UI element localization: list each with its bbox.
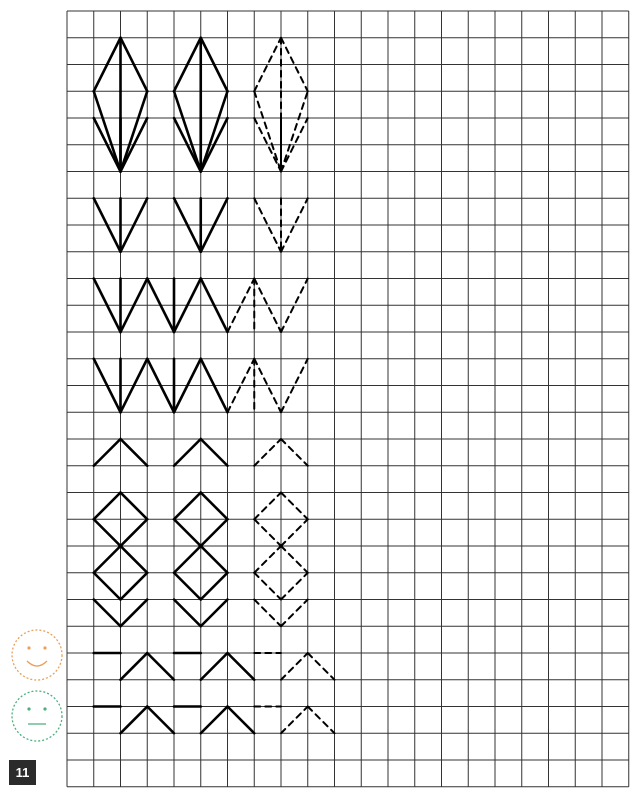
neutral-face-icon bbox=[12, 691, 62, 741]
example-stroke bbox=[228, 707, 255, 734]
example-stroke bbox=[201, 600, 228, 627]
example-stroke bbox=[94, 573, 121, 600]
trace-stroke bbox=[281, 573, 308, 600]
example-stroke bbox=[174, 546, 201, 573]
happy-face-icon bbox=[12, 630, 62, 680]
example-stroke bbox=[121, 653, 148, 680]
example-stroke bbox=[201, 573, 228, 600]
page-number-badge: 11 bbox=[9, 760, 36, 785]
example-stroke bbox=[94, 519, 121, 546]
example-stroke bbox=[121, 519, 148, 546]
trace-stroke bbox=[254, 519, 281, 546]
example-stroke bbox=[174, 493, 201, 520]
trace-stroke bbox=[254, 573, 281, 600]
example-stroke bbox=[201, 91, 228, 171]
trace-stroke bbox=[281, 91, 308, 171]
example-stroke bbox=[201, 493, 228, 520]
example-stroke bbox=[174, 573, 201, 600]
example-stroke bbox=[121, 707, 148, 734]
example-stroke bbox=[201, 707, 228, 734]
trace-stroke bbox=[281, 519, 308, 546]
example-stroke bbox=[174, 600, 201, 627]
example-stroke bbox=[147, 653, 174, 680]
trace-stroke bbox=[281, 546, 308, 573]
trace-stroke bbox=[254, 546, 281, 573]
grid-paper bbox=[67, 11, 629, 787]
example-stroke bbox=[121, 91, 148, 171]
trace-stroke bbox=[254, 439, 281, 466]
trace-stroke bbox=[308, 653, 335, 680]
trace-stroke bbox=[281, 653, 308, 680]
trace-stroke bbox=[308, 707, 335, 734]
trace-stroke bbox=[281, 600, 308, 627]
example-stroke bbox=[94, 546, 121, 573]
example-stroke bbox=[201, 439, 228, 466]
example-stroke bbox=[201, 653, 228, 680]
example-stroke bbox=[201, 519, 228, 546]
trace-stroke bbox=[254, 600, 281, 627]
example-stroke bbox=[174, 91, 201, 171]
example-stroke bbox=[174, 439, 201, 466]
example-stroke bbox=[94, 600, 121, 627]
example-stroke bbox=[121, 493, 148, 520]
example-stroke bbox=[147, 707, 174, 734]
example-stroke bbox=[94, 439, 121, 466]
trace-stroke bbox=[281, 707, 308, 734]
trace-stroke bbox=[254, 493, 281, 520]
trace-stroke bbox=[281, 493, 308, 520]
example-stroke bbox=[121, 546, 148, 573]
example-stroke bbox=[228, 653, 255, 680]
example-stroke bbox=[201, 546, 228, 573]
trace-stroke bbox=[254, 91, 281, 171]
example-stroke bbox=[94, 493, 121, 520]
self-assessment-faces bbox=[12, 630, 62, 741]
example-stroke bbox=[121, 439, 148, 466]
trace-stroke bbox=[281, 439, 308, 466]
example-stroke bbox=[121, 600, 148, 627]
example-stroke bbox=[94, 91, 121, 171]
example-stroke bbox=[174, 519, 201, 546]
example-stroke bbox=[121, 573, 148, 600]
